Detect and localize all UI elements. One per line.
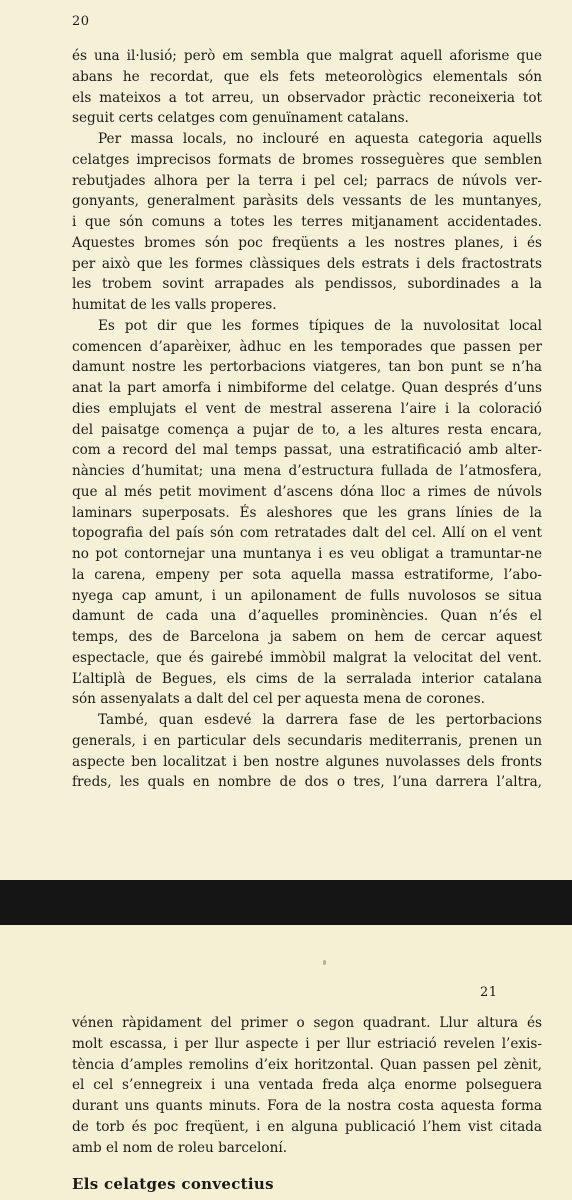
section-heading: Els celatges convectius: [72, 1175, 274, 1193]
text-line: celatges imprecisos formats de bromes rosseguères que semblen: [72, 151, 542, 168]
text-line: com a record del mal temps passat, una estratificació amb alter-: [72, 442, 542, 459]
text-line: gonyants, generalment paràsits dels vessants de les muntanyes,: [72, 193, 542, 210]
text-line: tència d’amples remolins d’eix horitzontal. Quan passen pel zènit,: [72, 1056, 542, 1073]
text-line: els mateixos a tot arreu, un observador pràctic reconeixeria tot: [72, 89, 542, 106]
body-text: [72, 1013, 542, 1158]
text-line: durant uns quants minuts. Fora de la nostra costa aquesta forma: [72, 1098, 542, 1114]
text-line: laminars superposats. És aleshores que les grans línies de la: [72, 504, 542, 521]
text-line: humitat de les valls properes.: [72, 297, 277, 313]
text-line: També, quan esdevé la darrera fase de les pertorbacions: [98, 712, 542, 728]
text-line: nàncies d’humitat; una mena d’estructura fullada de l’atmosfera,: [72, 463, 542, 479]
page-divider: [0, 880, 572, 925]
text-line: temps, des de Barcelona ja sabem on hem de cercar aquest: [72, 629, 542, 645]
paper-speck: [323, 960, 326, 965]
text-line: generals, i en particular dels secundaris mediterranis, prenen un: [72, 732, 542, 749]
text-line: aspecte ben localitzat i ben nostre algunes nuvolasses dels fronts: [72, 753, 542, 770]
text-line: la carena, empeny per sota aquella massa estratiforme, l’abo-: [72, 566, 542, 583]
text-line: anat la part amorfa i nimbiforme del celatge. Quan després d’uns: [72, 380, 542, 396]
text-line: Es pot dir que les formes típiques de la nuvolositat local: [98, 317, 542, 334]
page-number: 20: [72, 14, 90, 29]
body-text: [72, 46, 542, 793]
text-line: de torb és poc freqüent, i en alguna publicació l’hem vist citada: [72, 1118, 542, 1135]
text-line: rebutjades alhora per la terra i pel cel; parracs de núvols ver-: [72, 172, 542, 189]
text-line: i que són comuns a totes les terres mitjanament accidentades.: [72, 214, 542, 230]
text-line: abans he recordat, que els fets meteorològics elementals són: [72, 68, 542, 85]
text-line: les trobem sovint arrapades als pendissos, subordinades a la: [72, 276, 542, 293]
text-line: nyega cap amunt, i un apilonament de fulls nuvolosos se situa: [72, 587, 542, 604]
text-line: per això que les formes clàssiques dels estrats i dels fractostrats: [72, 255, 542, 272]
text-line: dies emplujats el vent de mestral asserena l’aire i la coloració: [72, 400, 542, 417]
text-line: amb el nom de roleu barceloní.: [72, 1139, 288, 1156]
text-line: molt escassa, i per llur aspecte i per llur estriació revelen l’exis-: [72, 1035, 542, 1052]
text-line: vénen ràpidament del primer o segon quadrant. Llur altura és: [72, 1015, 542, 1031]
text-line: freds, les quals en nombre de dos o tres, l’una darrera l’altra,: [72, 774, 542, 791]
text-line: és una il·lusió; però em sembla que malgrat aquell aforisme que: [72, 48, 542, 64]
text-line: Aquestes bromes són poc freqüents a les nostres planes, i és: [72, 234, 542, 251]
text-line: el cel s’ennegreix i una ventada freda alça enorme polseguera: [72, 1077, 542, 1094]
text-line: L’altiplà de Begues, els cims de la serralada interior catalana: [72, 670, 542, 687]
text-line: comencen d’aparèixer, àdhuc en les temporades que passen per: [72, 338, 542, 355]
text-line: que al més petit moviment d’ascens dóna lloc a rimes de núvols: [72, 483, 542, 500]
text-line: són assenyalats a dalt del cel per aquesta mena de corones.: [72, 691, 485, 708]
text-line: espectacle, que és gairebé immòbil malgrat la velocitat del vent.: [72, 649, 542, 666]
text-line: no pot contornejar una muntanya i es veu obligat a tramuntar-ne: [72, 546, 542, 562]
text-line: topografia del país són com retratades dalt del cel. Allí on el vent: [72, 525, 542, 542]
text-line: damunt nostre les pertorbacions viatgeres, tan bon punt se n’ha: [72, 359, 542, 376]
text-line: Per massa locals, no inclouré en aquesta categoria aquells: [98, 131, 542, 147]
page-right: [0, 925, 572, 1200]
text-line: seguit certs celatges com genuïnament catalans.: [72, 110, 409, 127]
page-number: 21: [480, 985, 498, 1000]
text-line: del paisatge comença a pujar de to, a les altures resta encara,: [72, 421, 542, 438]
text-line: damunt de cada una d’aquelles prominències. Quan n’és el: [72, 608, 542, 625]
